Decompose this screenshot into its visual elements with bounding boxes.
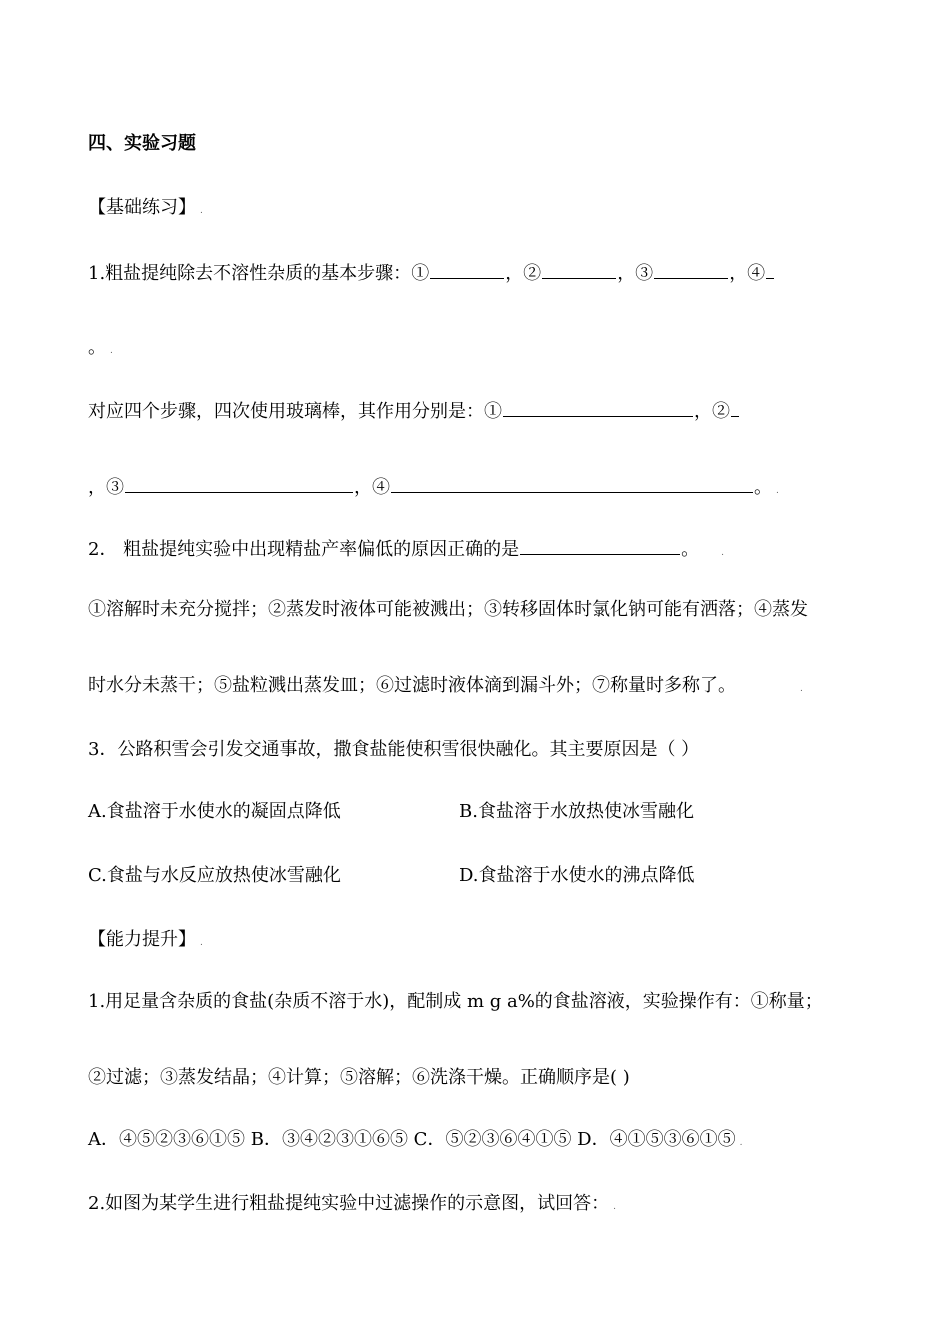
q3-option-b: B.食盐溶于水放热使冰雪融化 xyxy=(459,801,694,822)
q3-stem: 3．公路积雪会引发交通事故，撒食盐能使积雪很快融化。其主要原因是（ ） xyxy=(88,739,700,760)
section-title: 四、实验习题 xyxy=(88,133,196,154)
p1-options: A．④⑤②③⑥①⑤ B．③④②③①⑥⑤ C．⑤②③⑥④①⑤ D．④①⑤③⑥①⑤ . xyxy=(88,1129,743,1150)
q1-circle4: ，④ xyxy=(729,263,766,284)
glass-rod-text: 对应四个步骤，四次使用玻璃棒，其作用分别是：① xyxy=(88,401,502,422)
q3-option-d: D.食盐溶于水使水的沸点降低 xyxy=(459,865,695,886)
advanced-header-text: 【能力提升】 xyxy=(88,929,196,950)
basic-header-text: 【基础练习】 xyxy=(88,197,196,218)
q1-blank-1[interactable] xyxy=(430,260,504,279)
q2-stem: 2． 粗盐提纯实验中出现精盐产率偏低的原因正确的是 xyxy=(88,539,520,560)
q1-glass-rod-line2: ，③ ，④ 。 . xyxy=(88,474,779,503)
glass-rod-blank-1[interactable] xyxy=(503,398,693,417)
q2-options-line1: ①溶解时未充分搅拌；②蒸发时液体可能被溅出；③转移固体时氯化钠可能有洒落；④蒸发 xyxy=(88,599,808,620)
q1-circle1: ① xyxy=(411,263,430,284)
glass-rod-circle4: ，④ xyxy=(354,477,390,498)
q1-text: 1.粗盐提纯除去不溶性杂质的基本步骤： xyxy=(88,263,412,284)
q1-glass-rod-line xyxy=(88,398,740,424)
glass-rod-circle2: ，② xyxy=(694,401,730,422)
q3-option-b-wrap xyxy=(459,800,694,824)
q2-options-line2: 时水分未蒸干；⑤盐粒溅出蒸发皿；⑥过滤时液体滴到漏斗外；⑦称量时多称了。 . xyxy=(88,675,803,696)
q3-stem-line xyxy=(88,738,699,762)
q3-option-c: C.食盐与水反应放热使冰雪融化 xyxy=(88,865,341,886)
q2-options-text2: 时水分未蒸干；⑤盐粒溅出蒸发皿；⑥过滤时液体滴到漏斗外；⑦称量时多称了。 xyxy=(88,675,736,696)
glass-rod-blank-4[interactable] xyxy=(391,474,753,493)
q3-options-row1 xyxy=(88,800,341,824)
q1-end-mark: 。 xyxy=(88,337,106,358)
basic-practice-header: 【基础练习】 . xyxy=(88,197,203,218)
advanced-header: 【能力提升】 . xyxy=(88,929,203,950)
q1-blank-3[interactable] xyxy=(654,260,728,279)
glass-rod-blank-2[interactable] xyxy=(731,398,739,417)
q3-option-d-wrap xyxy=(459,864,695,888)
q2-stem-line: 2． 粗盐提纯实验中出现精盐产率偏低的原因正确的是 。 . xyxy=(88,536,724,565)
glass-rod-end: 。 xyxy=(754,477,772,498)
p1-options-text: A．④⑤②③⑥①⑤ B．③④②③①⑥⑤ C．⑤②③⑥④①⑤ D．④①⑤③⑥①⑤ xyxy=(88,1129,736,1150)
glass-rod-blank-3[interactable] xyxy=(125,474,353,493)
q1-circle2: ，② xyxy=(505,263,542,284)
glass-rod-circle3: ，③ xyxy=(88,477,124,498)
q2-stem-end: 。 xyxy=(681,539,700,560)
q1-blank-2[interactable] xyxy=(542,260,616,279)
p1-line1: 1.用足量含杂质的食盐(杂质不溶于水)，配制成 m g a%的食盐溶液，实验操作有：①称量； xyxy=(88,991,823,1012)
q1-line1 xyxy=(88,260,775,286)
q1-circle3: ，③ xyxy=(617,263,654,284)
p2-stem-line: 2.如图为某学生进行粗盐提纯实验中过滤操作的示意图，试回答： . xyxy=(88,1193,617,1214)
q2-blank[interactable] xyxy=(520,536,680,555)
q1-line-end: 。 . xyxy=(88,337,113,358)
q1-blank-4[interactable] xyxy=(766,260,774,279)
p1-line2: ②过滤；③蒸发结晶；④计算；⑤溶解；⑥洗涤干燥。正确顺序是( ) xyxy=(88,1067,630,1088)
q3-options-row2 xyxy=(88,864,341,888)
q3-option-a: A.食盐溶于水使水的凝固点降低 xyxy=(88,801,341,822)
p2-stem: 2.如图为某学生进行粗盐提纯实验中过滤操作的示意图，试回答： xyxy=(88,1193,610,1214)
